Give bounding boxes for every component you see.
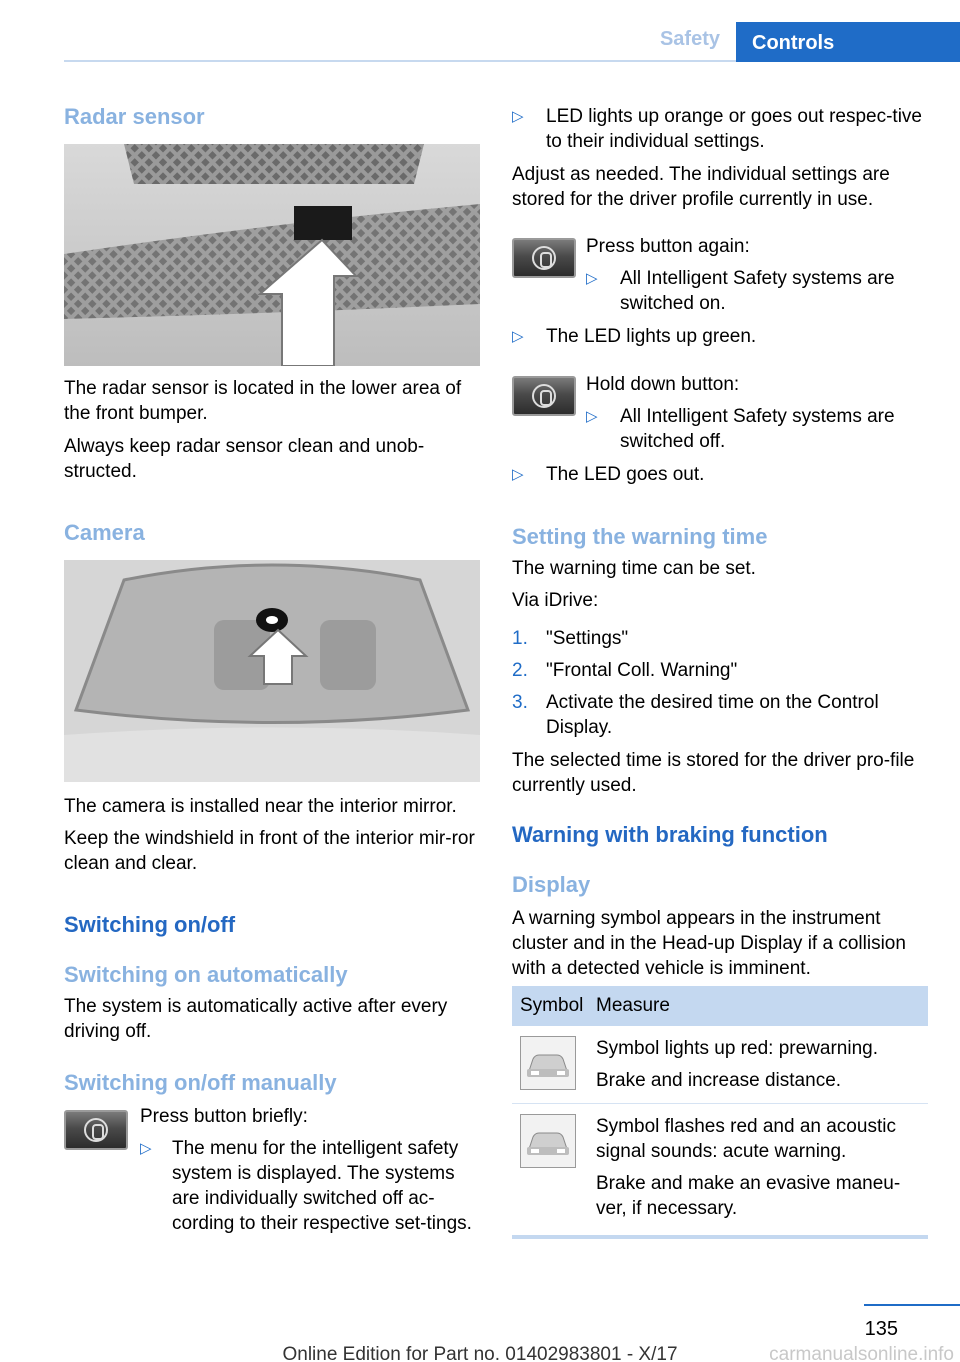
column-measure: Measure <box>596 986 928 1026</box>
symbol-table <box>512 986 928 1239</box>
manual-heading: Switching on/off manually <box>64 1070 337 1095</box>
warning-time-paragraph: The warning time can be set. <box>512 558 756 579</box>
page-number: 135 <box>864 1318 898 1340</box>
step-text: Activate the desired time on the Control Display. <box>546 692 879 738</box>
via-idrive <box>512 588 928 613</box>
triangle-bullet-icon: ▷ <box>586 270 598 287</box>
camera-location-text: The camera is installed near the interior mirror. <box>64 796 457 817</box>
radar-sensor-photo <box>64 144 480 366</box>
warning-time-text <box>512 556 928 581</box>
radar-text-1 <box>64 376 480 426</box>
step-number: 2. <box>512 660 528 681</box>
camera-text-1 <box>64 794 480 819</box>
led-bullet-text: LED lights up orange or goes out respec‐tive to their individual settings. <box>546 106 922 152</box>
again-bullet-text: All Intelligent Safety systems are switched on. <box>620 268 895 314</box>
step-text: "Settings" <box>546 628 629 649</box>
symbol-cell <box>512 1104 596 1238</box>
green-bullet-text: The LED lights up green. <box>546 326 757 347</box>
adjust-text <box>512 162 928 212</box>
adjust-paragraph: Adjust as needed. The individual settings are stored for the driver profile currently in use. <box>512 164 890 210</box>
symbol-cell <box>512 1026 596 1104</box>
hold-bullet-text: All Intelligent Safety systems are switched off. <box>620 406 895 452</box>
press-again <box>586 234 928 259</box>
measure-line: Brake and increase distance. <box>596 1070 842 1091</box>
intelligent-safety-button-icon <box>64 1110 128 1150</box>
column-symbol: Symbol <box>512 986 596 1026</box>
measure-line: Symbol flashes red and an acoustic signal sounds: acute warning. <box>596 1116 896 1162</box>
auto-text <box>64 994 480 1044</box>
table-header-row <box>512 986 928 1026</box>
step-number: 3. <box>512 692 528 713</box>
display-heading: Display <box>512 872 591 897</box>
hold-down-text: Hold down button: <box>586 374 740 395</box>
car-front-warning-flashing-icon <box>520 1114 576 1168</box>
goes-out-bullet <box>512 462 928 487</box>
list-item <box>512 658 928 690</box>
warning-time-heading: Setting the warning time <box>512 524 768 549</box>
intelligent-safety-button-icon <box>512 238 576 278</box>
steps-list <box>512 626 928 746</box>
triangle-bullet-icon: ▷ <box>512 328 524 345</box>
stored-text <box>512 748 928 798</box>
page-number-rule <box>864 1304 960 1306</box>
intelligent-safety-button-icon <box>512 376 576 416</box>
radar-text-2 <box>64 434 480 484</box>
triangle-bullet-icon: ▷ <box>512 108 524 125</box>
briefly-bullet <box>140 1136 480 1236</box>
camera-heading: Camera <box>64 520 145 545</box>
camera-photo <box>64 560 480 782</box>
hold-down <box>586 372 928 397</box>
led-bullet <box>512 104 928 154</box>
step-number: 1. <box>512 628 528 649</box>
radar-clean-text: Always keep radar sensor clean and unob‐structed. <box>64 436 425 482</box>
triangle-bullet-icon: ▷ <box>586 408 598 425</box>
hold-bullet <box>586 404 928 454</box>
auto-paragraph: The system is automatically active after every driving off. <box>64 996 448 1042</box>
camera-text-2 <box>64 826 480 876</box>
press-briefly <box>140 1104 480 1129</box>
braking-heading: Warning with braking function <box>512 822 828 847</box>
press-briefly-text: Press button briefly: <box>140 1106 308 1127</box>
list-item <box>512 626 928 658</box>
display-paragraph: A warning symbol appears in the instrument cluster and in the Head-up Display if a collision with a detected vehicle is imminent. <box>512 908 906 979</box>
display-text <box>512 906 928 981</box>
stored-paragraph: The selected time is stored for the driver pro‐file currently used. <box>512 750 915 796</box>
header-section: Safety <box>659 28 720 50</box>
header-chapter-tab: Controls <box>736 22 960 62</box>
table-row <box>512 1104 928 1238</box>
table-row <box>512 1026 928 1104</box>
edition-text: Online Edition for Part no. 01402983801 - X/17 <box>282 1344 678 1362</box>
car-front-warning-icon <box>520 1036 576 1090</box>
via-idrive-text: Via iDrive: <box>512 590 599 611</box>
switching-heading: Switching on/off <box>64 912 236 937</box>
again-bullet <box>586 266 928 316</box>
watermark: carmanualsonline.info <box>769 1344 954 1362</box>
page-header <box>64 0 960 62</box>
triangle-bullet-icon: ▷ <box>512 466 524 483</box>
briefly-bullet-text: The menu for the intelligent safety system is displayed. The systems are individually switched off ac‐cording to their respective set‐tings. <box>172 1138 472 1234</box>
radar-location-text: The radar sensor is located in the lower area of the front bumper. <box>64 378 462 424</box>
list-item <box>512 690 928 746</box>
step-text: "Frontal Coll. Warning" <box>546 660 738 681</box>
measure-cell <box>596 1104 928 1238</box>
green-bullet <box>512 324 928 349</box>
auto-heading: Switching on automatically <box>64 962 348 987</box>
press-again-text: Press button again: <box>586 236 750 257</box>
measure-cell <box>596 1026 928 1104</box>
goes-out-bullet-text: The LED goes out. <box>546 464 705 485</box>
triangle-bullet-icon: ▷ <box>140 1140 152 1157</box>
measure-line: Symbol lights up red: prewarning. <box>596 1038 878 1059</box>
measure-line: Brake and make an evasive maneu‐ver, if necessary. <box>596 1173 901 1219</box>
camera-clean-text: Keep the windshield in front of the interior mir‐ror clean and clear. <box>64 828 475 874</box>
radar-heading: Radar sensor <box>64 104 205 129</box>
